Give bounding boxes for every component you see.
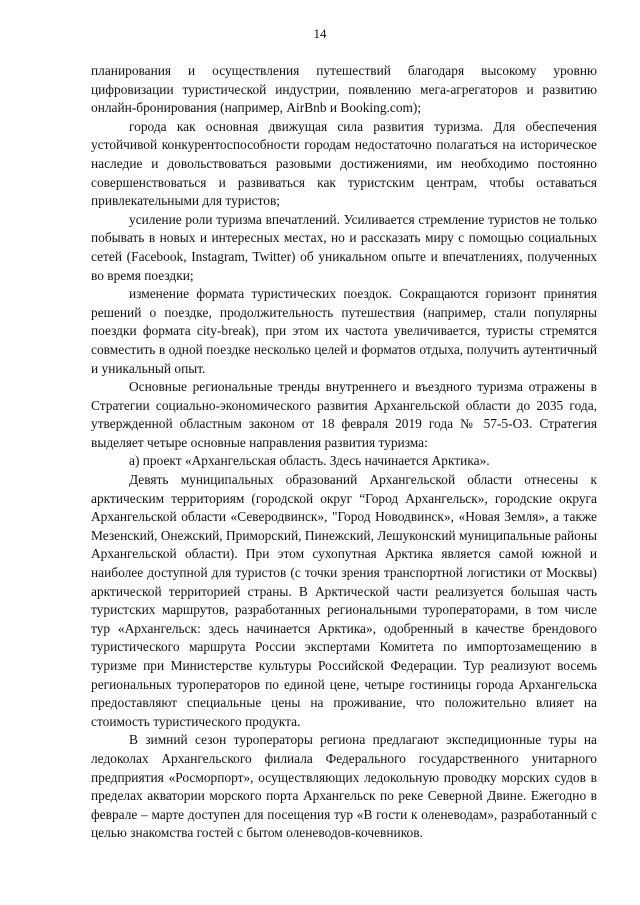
paragraph-booking-trends: планирования и осуществления путешествий благодаря высокому уровню цифровизации туристической индустрии, появлению мега-агрегаторов и развитию онлайн-бронирования (например, AirBnb и Booking.com);: [91, 63, 597, 116]
paragraph-winter-season: В зимний сезон туроператоры региона предлагают экспедиционные туры на ледоколах Архангельского филиала Федерального государственного унитарного предприятия «Росморпорт», осуществляющих ледокольную проводку морских судов в пределах акватории морского порта Архангельск по реке Северной Двине. Ежегодно в феврале – марте доступен для посещения тур «В гости к оленеводам», разработанный с целью знакомства гостей с бытом оленеводов-кочевников.: [91, 732, 597, 841]
paragraph-arctic-territories: Девять муниципальных образований Архангельской области отнесены к арктическим территориям (городской округ “Город Архангельск», городские округа Архангельской области «Северодвинск», "Город Новодвинск», «Новая Земля», а также Мезенский, Онежский, Приморский, Пинежский, Лешуконский муниципальные районы Архангельской области). При этом сухопутная Арктика является самой южной и наиболее доступной для туристов (с точки зрения транспортной логистики от Москвы) арктической территорией страны. В Арктической части реализуется большая часть туристских маршрутов, разработанных региональными туроператорами, в том числе тур «Архангельск: здесь начинается Арктика», одобренный в качестве брендового туристического маршрута России экспертами Комитета по импортозамещению в туризме при Министерстве культуры Российской Федерации. Тур реализуют восемь региональных туроператоров по единой цене, четыре гостиницы города Архангельска предоставляют специальные цены на проживание, что положительно влияет на стоимость туристического продукта.: [91, 472, 598, 729]
paragraph-cities: города как основная движущая сила развития туризма. Для обеспечения устойчивой конкурентоспособности городам недостаточно полагаться на историческое наследие и довольствоваться разовыми достижениями, им необходимо постоянно совершенствоваться и развиваться как туристским центрам, чтобы оставаться привлекательными для туристов;: [91, 118, 597, 209]
paragraph-impressions: усиление роли туризма впечатлений. Усиливается стремление туристов не только побывать в новых и интересных местах, но и рассказать миру с помощью социальных сетей (Facebook, Instagram, Twitter) об уникальном опыте и впечатлениях, полученных во время поездки;: [91, 211, 597, 283]
page-number: 14: [313, 26, 327, 41]
paragraph-regional-strategy: Основные региональные тренды внутреннего и въездного туризма отражены в Стратегии социально-экономического развития Архангельской области до 2035 года, утвержденной областным законом от 18 февраля 2019 года № 57-5-ОЗ. Стратегия выделяет четыре основные направления развития туризма:: [91, 379, 597, 450]
paragraph-trip-format: изменение формата туристических поездок. Сокращаются горизонт принятия решений о поездке, продолжительность путешествия (например, стали популярны поездки формата city-break), при этом их частота увеличивается, туристы стремятся совместить в одной поездке несколько целей и форматов отдыха, получить аутентичный и уникальный опыт.: [91, 286, 597, 376]
paragraph-project-a: а) проект «Архангельская область. Здесь начинается Арктика».: [129, 453, 490, 469]
document-body: [91, 62, 597, 843]
